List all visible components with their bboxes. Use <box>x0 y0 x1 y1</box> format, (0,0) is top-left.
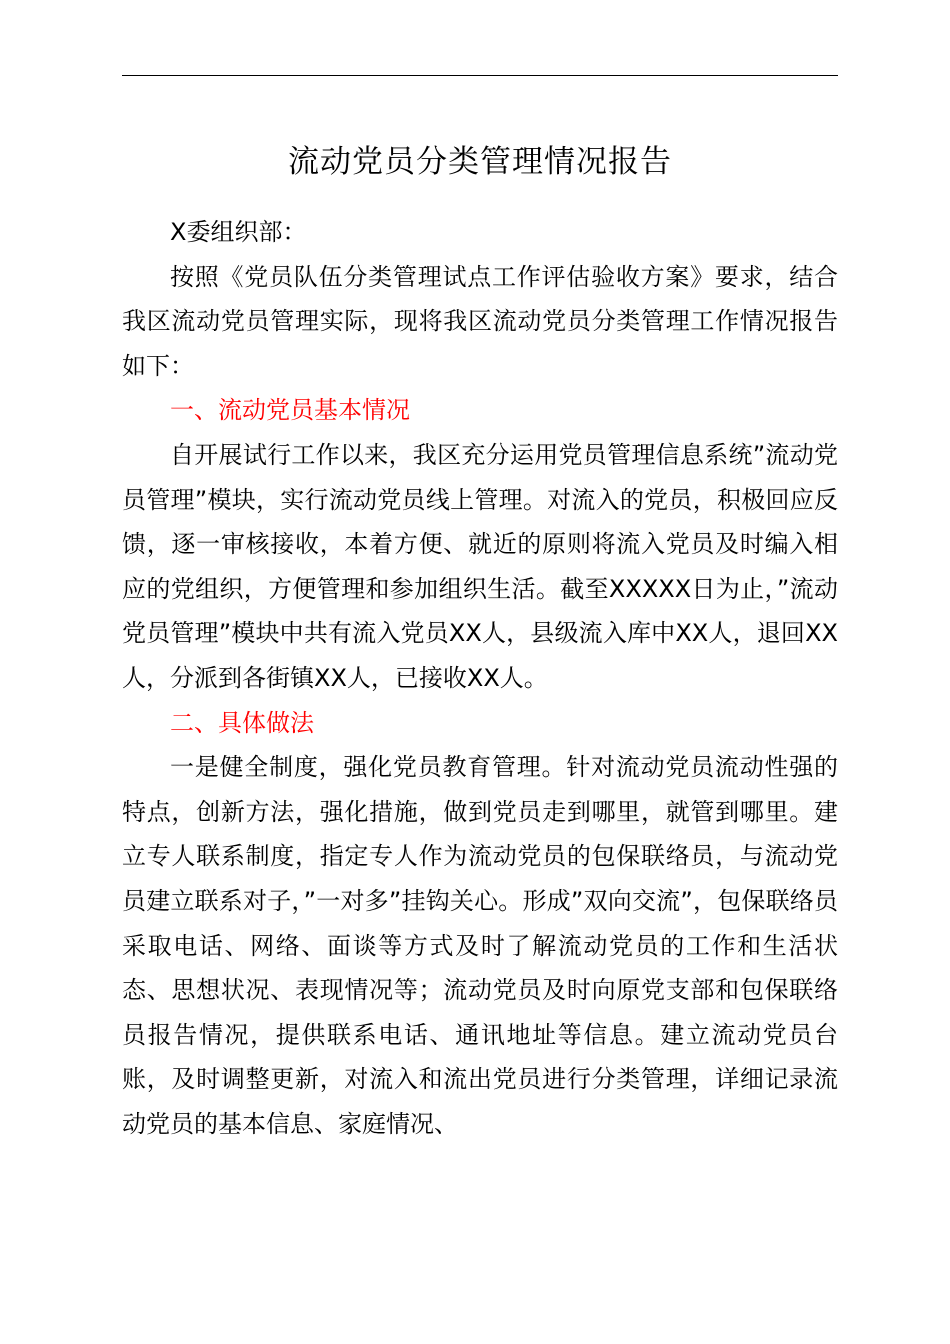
specific-practices-paragraph: 一是健全制度，强化党员教育管理。针对流动党员流动性强的特点，创新方法，强化措施，做到党员走到哪里，就管到哪里。建立专人联系制度，指定专人作为流动党员的包保联络员，与流动党员建立联系对子，”一对多”挂钩关心。形成”双向交流”，包保联络员采取电话、网络、面谈等方式及时了解流动党员的工作和生活状态、思想状况、表现情况等；流动党员及时向原党支部和包保联络员报告情况，提供联系电话、通讯地址等信息。建立流动党员台账，及时调整更新，对流入和流出党员进行分类管理，详细记录流动党员的基本信息、家庭情况、 <box>122 753 838 1138</box>
section-heading-specific-practices: 二、具体做法 <box>170 708 314 737</box>
basic-situation-paragraph: 自开展试行工作以来，我区充分运用党员管理信息系统”流动党员管理”模块，实行流动党员线上管理。对流入的党员，积极回应反馈，逐一审核接收，本着方便、就近的原则将流入党员及时编入相应的党组织，方便管理和参加组织生活。截至XXXXX日为止，”流动党员管理”模块中共有流入党员XX人，县级流入库中XX人，退回XX人，分派到各街镇XX人，已接收XX人。 <box>122 440 838 692</box>
intro-paragraph: 按照《党员队伍分类管理试点工作评估验收方案》要求，结合我区流动党员管理实际，现将我区流动党员分类管理工作情况报告如下： <box>122 262 838 380</box>
document-body <box>122 210 838 1146</box>
document-title: 流动党员分类管理情况报告 <box>288 144 672 180</box>
header-rule <box>122 75 838 76</box>
addressee: X委组织部： <box>170 218 307 246</box>
section-heading-basic-situation: 一、流动党员基本情况 <box>170 396 410 425</box>
